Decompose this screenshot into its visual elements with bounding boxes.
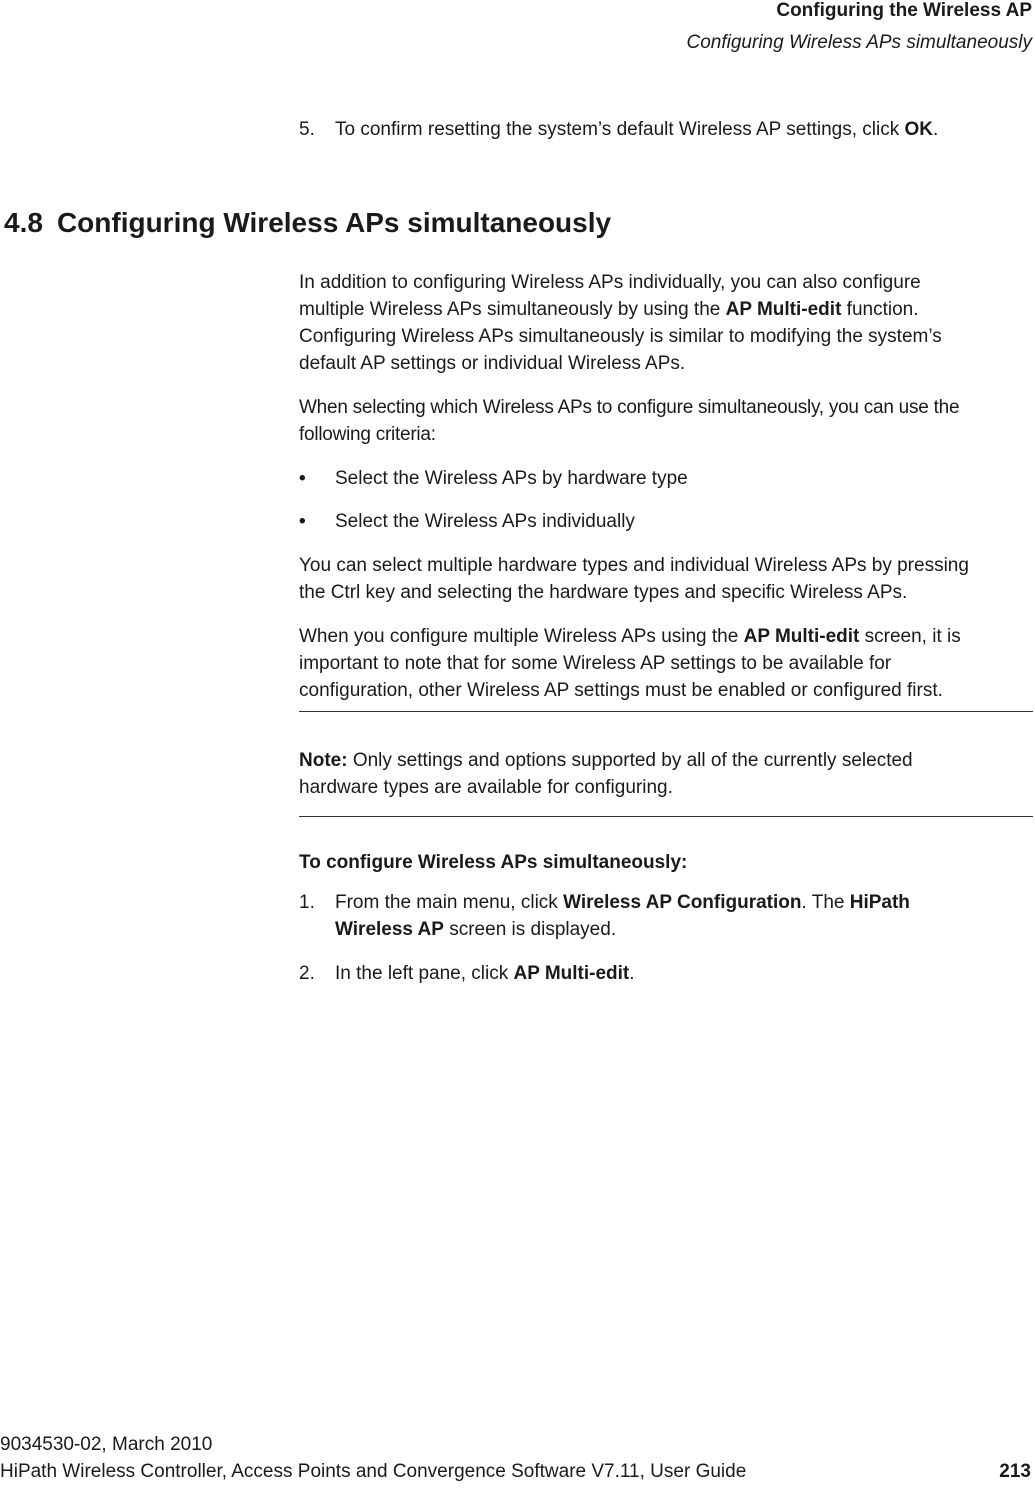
note xyxy=(299,747,913,801)
paragraph-intro xyxy=(299,269,942,377)
procedure-title: To configure Wireless APs simultaneously: xyxy=(299,852,688,873)
step-number: 2. xyxy=(299,963,315,984)
step-text: To confirm resetting the system’s default Wireless AP settings, click xyxy=(335,119,905,140)
inline-bold: Wireless AP xyxy=(335,919,444,940)
paragraph-line: configuration, other Wireless AP settings must be enabled or configured first. xyxy=(299,680,943,701)
paragraph-selection xyxy=(299,552,969,606)
inline-bold: AP Multi-edit xyxy=(743,626,860,647)
inline-bold: Wireless AP Configuration xyxy=(563,892,802,913)
paragraph-important xyxy=(299,623,961,704)
paragraph-line: multiple Wireless APs simultaneously by using the AP Multi-edit function. xyxy=(299,299,919,320)
page-number: 213 xyxy=(999,1461,1031,1482)
section-title: Configuring Wireless APs simultaneously xyxy=(56,207,612,238)
footer-doc-id xyxy=(0,1434,212,1456)
running-header-chapter: Configuring the Wireless AP xyxy=(776,0,1032,21)
bullet-text: Select the Wireless APs individually xyxy=(335,511,635,532)
paragraph-line: following criteria: xyxy=(299,424,436,445)
paragraph-line: the Ctrl key and selecting the hardware types and specific Wireless APs. xyxy=(299,582,908,603)
step-1: 1. From the main menu, click Wireless AP Configuration. The HiPath Wireless AP screen is displayed. xyxy=(299,889,910,943)
note-label: Note: xyxy=(299,750,348,771)
bullet-text: Select the Wireless APs by hardware type xyxy=(335,468,688,489)
step-number: 1. xyxy=(299,892,315,913)
note-line: Note: Only settings and options supported by all of the currently selected xyxy=(299,750,913,771)
note-line: hardware types are available for configuring. xyxy=(299,777,673,798)
paragraph-criteria xyxy=(299,394,959,448)
paragraph-line: You can select multiple hardware types and individual Wireless APs by pressing xyxy=(299,555,969,576)
paragraph-line: When you configure multiple Wireless APs using the AP Multi-edit screen, it is xyxy=(299,626,961,647)
running-header-section: Configuring Wireless APs simultaneously xyxy=(686,32,1032,53)
inline-bold: AP Multi-edit xyxy=(725,299,842,320)
paragraph-line: Configuring Wireless APs simultaneously is similar to modifying the system’s xyxy=(299,326,942,347)
bullet-symbol: • xyxy=(299,468,306,489)
footer-date: March 2010 xyxy=(112,1434,213,1455)
note-bottom-rule xyxy=(299,816,1033,817)
paragraph-line: When selecting which Wireless APs to configure simultaneously, you can use the xyxy=(299,397,960,418)
paragraph-line: In addition to configuring Wireless APs individually, you can also configure xyxy=(299,272,921,293)
bullet-symbol: • xyxy=(299,511,306,532)
step-bold: OK xyxy=(904,119,934,140)
step-2: 2. In the left pane, click AP Multi-edit. xyxy=(299,960,635,987)
bullet-item xyxy=(299,465,688,492)
step-number: 5. xyxy=(299,119,315,140)
section-number: 4.8 xyxy=(4,207,43,238)
paragraph-line: default AP settings or individual Wireless APs. xyxy=(299,353,686,374)
step-end: . xyxy=(933,119,939,140)
section-heading xyxy=(4,207,611,239)
bullet-item xyxy=(299,508,635,535)
footer-doc-number: 9034530-02, xyxy=(0,1434,112,1455)
footer-title: HiPath Wireless Controller, Access Points and Convergence Software V7.11, User Guide xyxy=(0,1461,747,1482)
inline-bold: AP Multi-edit xyxy=(513,963,630,984)
note-top-rule xyxy=(299,711,1033,712)
step-5 xyxy=(299,116,938,143)
inline-bold: HiPath xyxy=(849,892,910,913)
paragraph-line: important to note that for some Wireless AP settings to be available for xyxy=(299,653,892,674)
